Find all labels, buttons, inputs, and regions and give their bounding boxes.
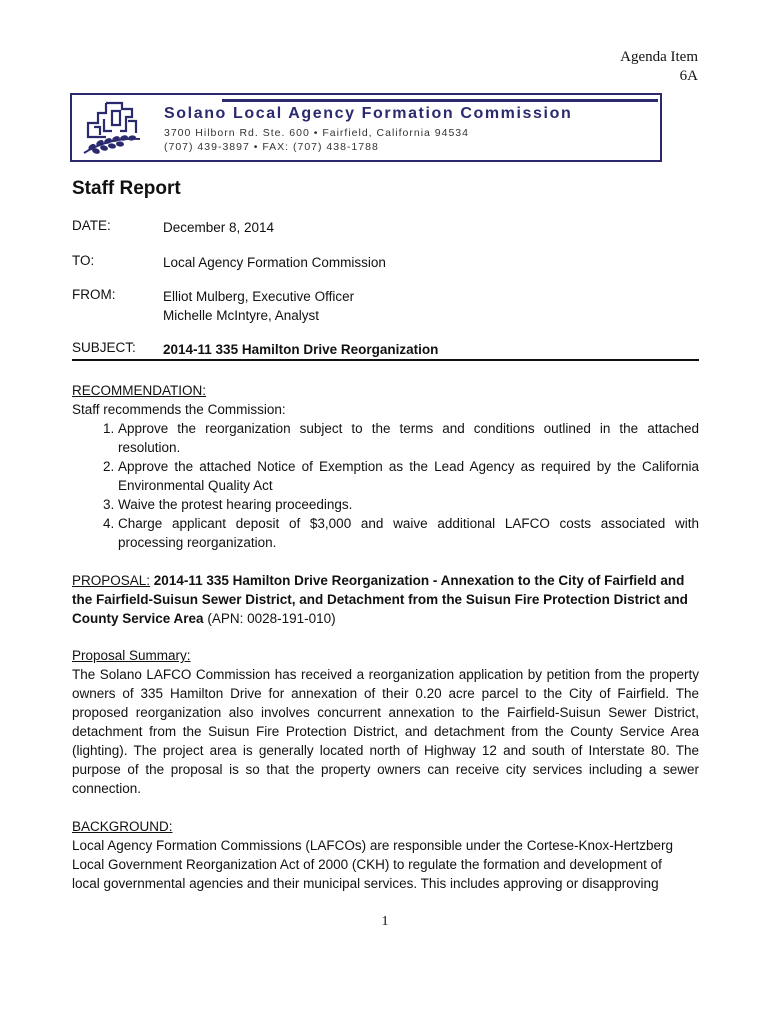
list-item: 4. Charge applicant deposit of $3,000 and waive additional LAFCO costs associated with processing reorganization. xyxy=(118,514,699,552)
proposal-title: 2014-11 335 Hamilton Drive Reorganization - Annexation to the City of Fairfield and the Fairfield-Suisun Sewer District, and Detachment from the Suisun Fire Protection District and County Service Area xyxy=(72,573,688,626)
subject-value: 2014-11 335 Hamilton Drive Reorganization xyxy=(163,342,439,357)
agenda-item-number: 6A xyxy=(679,68,698,84)
list-item: 2. Approve the attached Notice of Exemption as the Lead Agency as required by the California Environmental Quality Act xyxy=(118,457,699,495)
phone-fax-line: (707) 439-3897 • FAX: (707) 438-1788 xyxy=(164,141,379,153)
proposal-label: PROPOSAL: xyxy=(72,573,151,588)
address-line: 3700 Hilborn Rd. Ste. 600 • Fairfield, California 94534 xyxy=(164,127,469,139)
from-value xyxy=(163,287,354,325)
agenda-item-label xyxy=(620,48,698,86)
list-item: 1. Approve the reorganization subject to the terms and conditions outlined in the attached resolution. xyxy=(118,419,699,457)
to-value: Local Agency Formation Commission xyxy=(163,255,386,270)
from-label: FROM: xyxy=(72,287,116,302)
header-divider xyxy=(72,359,699,361)
letterhead-rule xyxy=(222,99,658,102)
page-number: 1 xyxy=(381,914,389,929)
from-name-2: Michelle McIntyre, Analyst xyxy=(163,308,320,323)
agenda-item-line: Agenda Item xyxy=(620,49,698,65)
recommendation-heading: RECOMMENDATION: xyxy=(72,383,206,398)
background-line: local governmental agencies and their municipal services. This includes approving or disapproving xyxy=(72,876,659,891)
solano-county-logo-icon xyxy=(76,97,154,159)
report-title: Staff Report xyxy=(72,178,181,199)
background-line: Local Government Reorganization Act of 2000 (CKH) to regulate the formation and development of xyxy=(72,857,662,872)
date-label: DATE: xyxy=(72,218,111,233)
proposal-section xyxy=(72,571,699,628)
list-item: 3. Waive the protest hearing proceedings. xyxy=(118,495,699,514)
date-value: December 8, 2014 xyxy=(163,220,275,235)
proposal-apn: (APN: 0028-191-010) xyxy=(207,611,336,626)
recommendation-intro: Staff recommends the Commission: xyxy=(72,402,286,417)
from-name-1: Elliot Mulberg, Executive Officer xyxy=(163,289,355,304)
subject-label: SUBJECT: xyxy=(72,340,136,355)
background-line: Local Agency Formation Commissions (LAFCOs) are responsible under the Cortese-Knox-Hertzberg xyxy=(72,838,674,853)
organization-address xyxy=(164,126,469,154)
recommendation-section xyxy=(72,381,699,552)
background-section xyxy=(72,817,699,893)
to-label: TO: xyxy=(72,253,95,268)
background-heading: BACKGROUND: xyxy=(72,819,173,834)
summary-heading: Proposal Summary: xyxy=(72,648,191,663)
recommendation-list xyxy=(72,419,699,552)
summary-section xyxy=(72,646,699,798)
letterhead xyxy=(70,93,662,162)
organization-name: Solano Local Agency Formation Commission xyxy=(164,105,573,122)
summary-text: The Solano LAFCO Commission has received a reorganization application by petition from the property owners of 335 Hamilton Drive for annexation of their 0.20 acre parcel to the City of Fairfield. The proposed reorganization also involves concurrent annexation to the Fairfield-Suisun Sewer District, detachment from the Suisun Fire Protection District, and detachment from the County Service Area (lighting). The project area is generally located north of Highway 12 and south of Interstate 80. The purpose of the proposal is so that the property owners can receive city services including a sewer connection. xyxy=(72,667,699,796)
